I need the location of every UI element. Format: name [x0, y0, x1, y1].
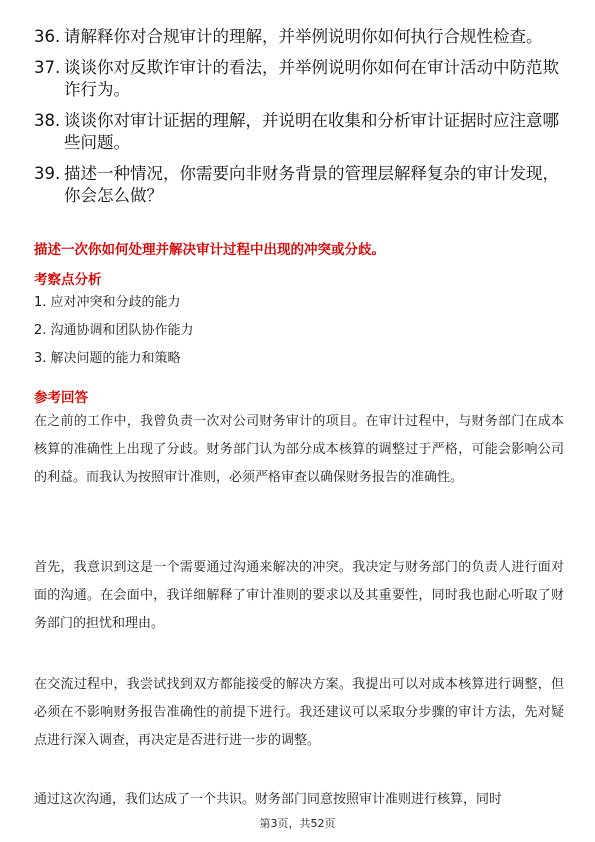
- question-item: [34, 57, 564, 101]
- answer-paragraph: 在交流过程中，我尝试找到双方都能接受的解决方案。我提出可以对成本核算进行调整，但必须在不影响财务报告准确性的前提下进行。我还建议可以采取分步骤的审计方法，先对疑点进行深入调查，再决定是否进行进一步的调整。: [34, 677, 564, 748]
- question-text: 谈谈你对反欺诈审计的看法，并举例说明你如何在审计活动中防范欺诈行为。: [64, 58, 559, 99]
- analysis-item: 3. 解决问题的能力和策略: [34, 351, 181, 366]
- question-number: 38.: [34, 111, 61, 130]
- section-title: 描述一次你如何处理并解决审计过程中出现的冲突或分歧。: [34, 242, 385, 258]
- question-number: 37.: [34, 58, 61, 77]
- question-list: [34, 26, 564, 216]
- question-item: [34, 110, 564, 154]
- question-text: 描述一种情况，你需要向非财务背景的管理层解释复杂的审计发现，你会怎么做？: [64, 164, 559, 205]
- answer-heading: 参考回答: [34, 390, 88, 406]
- answer-paragraph: 首先，我意识到这是一个需要通过沟通来解决的冲突。我决定与财务部门的负责人进行面对面的沟通。在会面中，我详细解释了审计准则的要求以及其重要性，同时我也耐心听取了财务部门的担忧和理由。: [34, 560, 564, 631]
- question-item: [34, 26, 564, 48]
- answer-paragraph: 通过这次沟通，我们达成了一个共识。财务部门同意按照审计准则进行核算，同时: [34, 792, 503, 807]
- analysis-item: 2. 沟通协调和团队协作能力: [34, 323, 194, 338]
- question-text: 谈谈你对审计证据的理解，并说明在收集和分析审计证据时应注意哪些问题。: [64, 111, 559, 152]
- question-number: 36.: [34, 27, 61, 46]
- question-text: 请解释你对合规审计的理解，并举例说明你如何执行合规性检查。: [64, 27, 543, 46]
- analysis-list: [34, 295, 554, 379]
- answer-paragraph: 在之前的工作中，我曾负责一次对公司财务审计的项目。在审计过程中，与财务部门在成本核算的准确性上出现了分歧。财务部门认为部分成本核算的调整过于严格，可能会影响公司的利益。而我认为按照审计准则，必须严格审查以确保财务报告的准确性。: [34, 414, 564, 485]
- page-footer: 第3页，共52页: [259, 817, 336, 830]
- question-number: 39.: [34, 164, 61, 183]
- question-item: [34, 163, 564, 207]
- analysis-heading: 考察点分析: [34, 272, 102, 288]
- analysis-item: 1. 应对冲突和分歧的能力: [34, 295, 181, 310]
